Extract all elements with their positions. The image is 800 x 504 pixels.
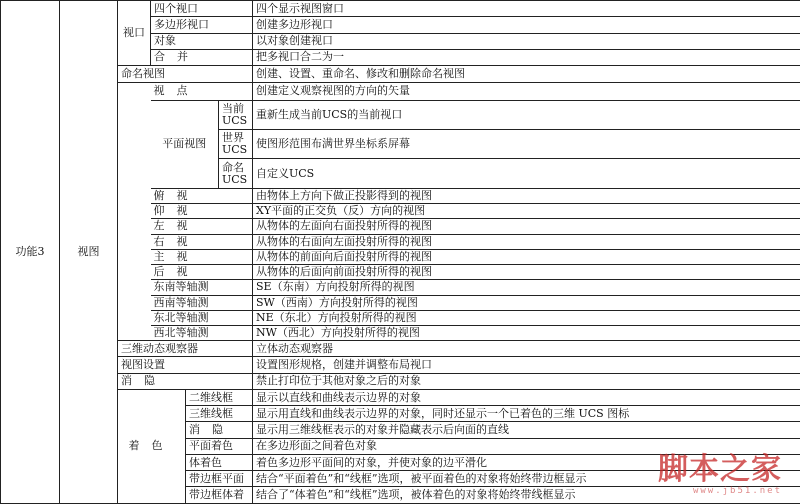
- row-desc: SW（西南）方向投射所得的视图: [253, 295, 800, 310]
- viewport-label: 视口: [118, 1, 151, 66]
- table-row: [1, 373, 800, 389]
- row-name: 东南等轴测: [151, 280, 253, 295]
- row-desc: 显示用三维线框表示的对象并隐藏表示后向面的直线: [253, 422, 800, 438]
- table-row: [1, 1, 800, 17]
- table-row: [1, 83, 800, 100]
- watermark-url: www.jb51.net: [692, 486, 782, 496]
- row-name: 俯视: [151, 188, 253, 203]
- row-name: 右视: [151, 234, 253, 249]
- row-name: 世界UCS: [219, 129, 253, 158]
- function-label: 功能3: [1, 1, 60, 504]
- row-name: 左视: [151, 219, 253, 234]
- row-desc: 创建、设置、重命名、修改和删除命名视图: [253, 66, 800, 83]
- row-desc: 重新生成当前UCS的当前视口: [253, 100, 800, 129]
- row-desc: 从物体的右面向左面投射所得的视图: [253, 234, 800, 249]
- row-name: 主视: [151, 249, 253, 264]
- row-desc: 由物体上方向下做正投影得到的视图: [253, 188, 800, 203]
- row-name: 命名视图: [118, 66, 253, 83]
- row-desc: 从物体的前面向后面投射所得的视图: [253, 249, 800, 264]
- row-name: 多边形视口: [151, 17, 253, 33]
- row-desc: 创建多边形视口: [253, 17, 800, 33]
- table-row: [1, 341, 800, 357]
- row-name: 视点: [151, 83, 253, 100]
- row-desc: SE（东南）方向投射所得的视图: [253, 280, 800, 295]
- row-name: 四个视口: [151, 1, 253, 17]
- shading-label: 着色: [118, 389, 186, 503]
- row-desc: 从物体的后面向前面投射所得的视图: [253, 265, 800, 280]
- row-desc: 结合了“体着色”和“线框”选项，被体着色的对象将始终带线框显示: [253, 487, 800, 504]
- row-desc: 把多视口合二为一: [253, 49, 800, 65]
- row-desc: 禁止打印位于其他对象之后的对象: [253, 373, 800, 389]
- view-label: 视图: [60, 1, 118, 504]
- row-desc: 立体动态观察器: [253, 341, 800, 357]
- row-desc: XY平面的正交负（反）方向的视图: [253, 204, 800, 219]
- row-name: 后视: [151, 265, 253, 280]
- row-desc: 设置图形规格，创建并调整布局视口: [253, 357, 800, 373]
- view-group-spacer: [118, 83, 151, 341]
- plan-view-label: 平面视图: [151, 100, 219, 188]
- row-name: 带边框平面: [186, 471, 253, 487]
- table-row: [1, 66, 800, 83]
- table-row: [1, 389, 800, 405]
- row-name: 命名UCS: [219, 159, 253, 188]
- row-name: 消隐: [118, 373, 253, 389]
- row-name: 三维线框: [186, 406, 253, 422]
- row-desc: 创建定义观察视图的方向的矢量: [253, 83, 800, 100]
- row-desc: 结合“平面着色”和“线框”选项，被平面着色的对象将始终带边框显示: [253, 471, 800, 487]
- watermark-logo: 脚本之家: [658, 452, 782, 487]
- row-name: 合并: [151, 49, 253, 65]
- row-name: 仰视: [151, 204, 253, 219]
- row-name: 体着色: [186, 454, 253, 470]
- table-row: [1, 357, 800, 373]
- row-name: 三维动态观察器: [118, 341, 253, 357]
- row-name: 二维线框: [186, 389, 253, 405]
- row-name: 平面着色: [186, 438, 253, 454]
- row-name: 对象: [151, 33, 253, 49]
- row-desc: 使图形范围布满世界坐标系屏幕: [253, 129, 800, 158]
- row-desc: 着色多边形平面间的对象，并使对象的边平滑化: [253, 454, 800, 470]
- row-name: 消隐: [186, 422, 253, 438]
- row-name: 西南等轴测: [151, 295, 253, 310]
- row-name: 东北等轴测: [151, 310, 253, 325]
- row-name: 带边框体着: [186, 487, 253, 504]
- row-desc: 自定义UCS: [253, 159, 800, 188]
- row-name: 视图设置: [118, 357, 253, 373]
- row-desc: 从物体的左面向右面投射所得的视图: [253, 219, 800, 234]
- row-desc: 四个显示视图窗口: [253, 1, 800, 17]
- row-desc: NE（东北）方向投射所得的视图: [253, 310, 800, 325]
- row-name: 西北等轴测: [151, 326, 253, 341]
- row-name: 当前UCS: [219, 100, 253, 129]
- row-desc: 显示以直线和曲线表示边界的对象: [253, 389, 800, 405]
- row-desc: NW（西北）方向投射所得的视图: [253, 326, 800, 341]
- row-desc: 显示用直线和曲线表示边界的对象，同时还显示一个已着色的三维 UCS 图标: [253, 406, 800, 422]
- row-desc: 在多边形面之间着色对象: [253, 438, 800, 454]
- row-desc: 以对象创建视口: [253, 33, 800, 49]
